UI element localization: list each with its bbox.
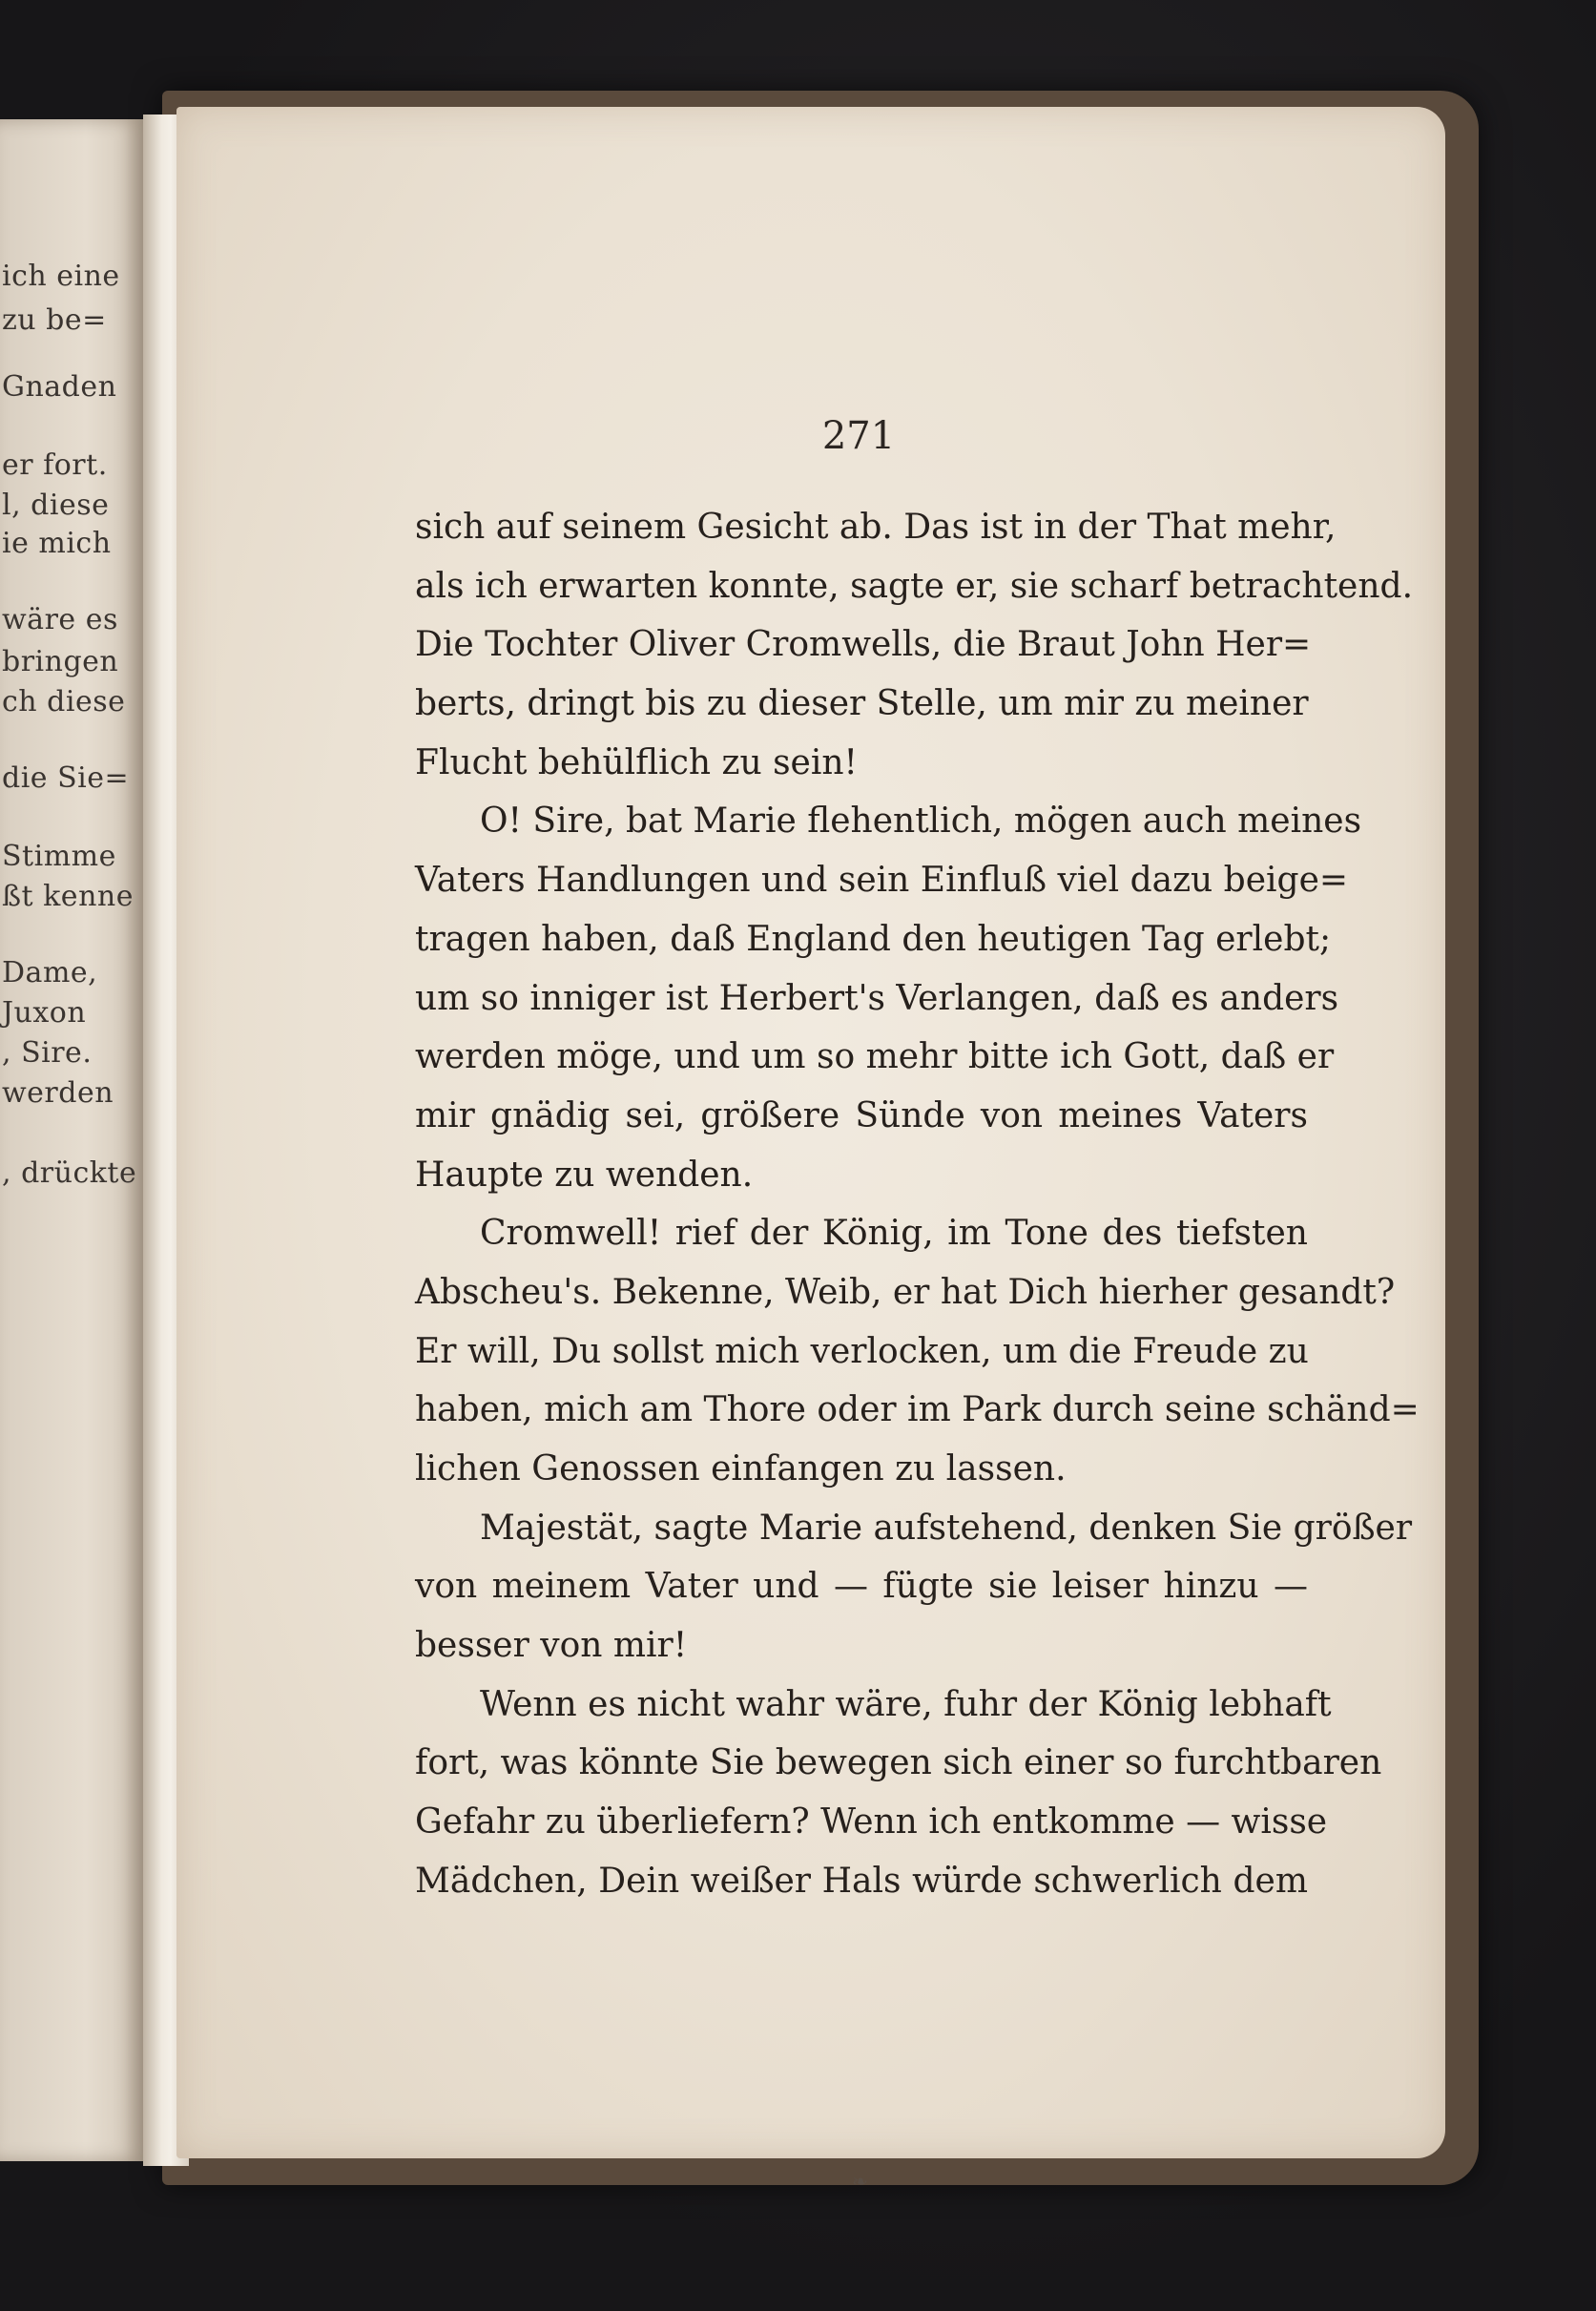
left-page-fragment: ch diese [2,685,126,718]
text-line: Wenn es nicht wahr wäre, fuhr der König lebhaft [480,1684,1332,1724]
left-page-fragment: , Sire. [2,1036,93,1070]
left-page-fragment: Juxon [2,996,87,1030]
left-page-fragment: Stimme [2,840,116,873]
left-page-fragment: er fort. [2,448,108,482]
text-line: Abscheu's. Bekenne, Weib, er hat Dich hierher gesandt? [415,1272,1396,1312]
text-line: besser von mir! [415,1626,688,1666]
left-page-fragment: ie mich [2,527,112,560]
left-page-fragment: bringen [2,645,119,678]
text-line: fort, was könnte Sie bewegen sich einer so furchtbaren [415,1743,1382,1783]
text-line: haben, mich am Thore oder im Park durch seine schänd= [415,1390,1420,1430]
text-line: sich auf seinem Gesicht ab. Das ist in der That mehr, [415,508,1337,547]
page-number: 271 [821,414,896,458]
text-line: Gefahr zu überliefern? Wenn ich entkomme — wisse [415,1802,1328,1843]
body-text [415,498,1420,1911]
left-page-fragment: wäre es [2,603,118,636]
text-line: tragen haben, daß England den heutigen Tag erlebt; [415,919,1332,959]
text-line: berts, dringt bis zu dieser Stelle, um mir zu meiner [415,684,1309,724]
left-facing-page [0,119,143,2161]
left-page-fragment: die Sie= [2,761,130,795]
text-line: Er will, Du sollst mich verlocken, um die Freude zu [415,1331,1309,1371]
left-page-fragment: Dame, [2,956,98,989]
left-page-fragment: werden [2,1076,114,1110]
text-line: Flucht behülflich zu sein! [415,742,859,782]
text-line: Die Tochter Oliver Cromwells, die Braut John Her= [415,625,1312,665]
text-line: Majestät, sagte Marie aufstehend, denken Sie größer [480,1508,1413,1548]
left-page-fragment: ich eine [2,260,120,293]
text-line: Vaters Handlungen und sein Einfluß viel dazu beige= [415,861,1349,901]
text-line: um so inniger ist Herbert's Verlangen, daß es anders [415,978,1339,1018]
text-line: Haupte zu wenden. [415,1155,754,1195]
left-page-fragment: ßt kenne [2,880,134,913]
text-line: Mädchen, Dein weißer Hals würde schwerlich dem [415,1861,1308,1901]
text-line: Cromwell! rief der König, im Tone des tiefsten [480,1214,1308,1254]
left-page-fragment: Gnaden [2,370,117,404]
text-line: von meinem Vater und — fügte sie leiser hinzu — [415,1567,1308,1607]
ornament-mark: ❧ [852,2170,868,2193]
text-line: als ich erwarten konnte, sagte er, sie scharf betrachtend. [415,566,1414,606]
text-line: mir gnädig sei, größere Sünde von meines Vaters [415,1095,1308,1135]
text-line: lichen Genossen einfangen zu lassen. [415,1449,1067,1489]
text-line: werden möge, und um so mehr bitte ich Gott, daß er [415,1037,1335,1077]
left-page-fragment: l, diese [2,489,110,522]
text-line: O! Sire, bat Marie flehentlich, mögen auch meines [480,802,1362,842]
book-page [176,107,1445,2193]
left-page-fragment: zu be= [2,303,107,337]
left-page-fragment: , drückte [2,1156,137,1190]
